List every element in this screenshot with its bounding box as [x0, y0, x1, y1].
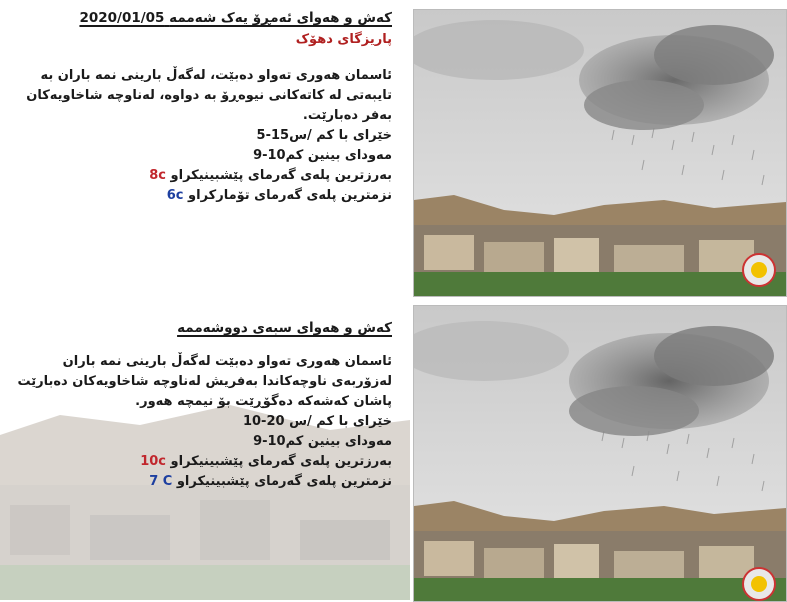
rain-cloud-photo — [414, 10, 786, 296]
visibility-value: 9-10کم — [253, 434, 304, 449]
forecast-description: ئاسمان هەوری تەواو دەبێت، لەگەڵ بارینی نمە باران بە تایبەتی لە کاتەکانی نیوەڕۆ بە دواوە، لەناوچە شاخاویەکان بەفر دەبارێت. — [26, 68, 392, 123]
forecast-title — [7, 318, 392, 338]
min-temp-line — [7, 472, 392, 492]
wind-value: 5-15کم /س — [256, 128, 335, 143]
min-temp-value: 7 C — [149, 474, 173, 489]
forecast-today — [7, 8, 392, 206]
forecast-title-text: کەش و هەوای سبەی دووشەممە — [177, 320, 392, 336]
forecast-title-text: کەش و هەوای ئەمڕۆ یەک شەممە — [169, 10, 392, 26]
wind-line — [7, 412, 392, 432]
max-temp-line — [7, 452, 392, 472]
min-temp-line — [7, 186, 392, 206]
max-temp-label: بەرزترین پلەی گەرمای پێشبینیکراو — [170, 454, 392, 469]
forecast-date: 2020/01/05 — [79, 10, 165, 26]
min-temp-label: نزمترین پلەی گەرمای تۆمارکراو — [188, 188, 392, 203]
wind-line — [7, 126, 392, 146]
wind-label: خێرای با — [338, 128, 392, 143]
wind-label: خێرای با — [338, 414, 392, 429]
max-temp-label: بەرزترین پلەی گەرمای پێشبینیکراو — [170, 168, 392, 183]
min-temp-value: 6c — [166, 188, 184, 203]
visibility-value: 9-10کم — [253, 148, 304, 163]
max-temp-line — [7, 166, 392, 186]
forecast-description: ئاسمان هەوری تەواو دەبێت لەگەڵ بارینی نمە باران لەزۆربەی ناوچەکاندا بەفریش لەناوچە شاخاویەکان دەبارێت پاشان کەشەکە دەگۆڕێت بۆ نیمچە هەور. — [17, 354, 392, 409]
max-temp-value: 10c — [140, 454, 167, 469]
weather-photo-today — [413, 9, 787, 297]
rain-cloud-photo — [414, 306, 786, 601]
visibility-label: مەودای بینین — [307, 434, 392, 449]
forecast-tomorrow — [7, 318, 392, 492]
max-temp-value: 8c — [149, 168, 167, 183]
visibility-line — [7, 146, 392, 166]
weather-photo-tomorrow — [413, 305, 787, 602]
forecast-title — [7, 8, 392, 28]
min-temp-label: نزمترین پلەی گەرمای پێشبینیکراو — [176, 474, 392, 489]
location-label: پاریزگای دهۆک — [295, 32, 392, 47]
visibility-label: مەودای بینین — [307, 148, 392, 163]
visibility-line — [7, 432, 392, 452]
wind-value: 10-20 کم /س — [242, 414, 335, 429]
